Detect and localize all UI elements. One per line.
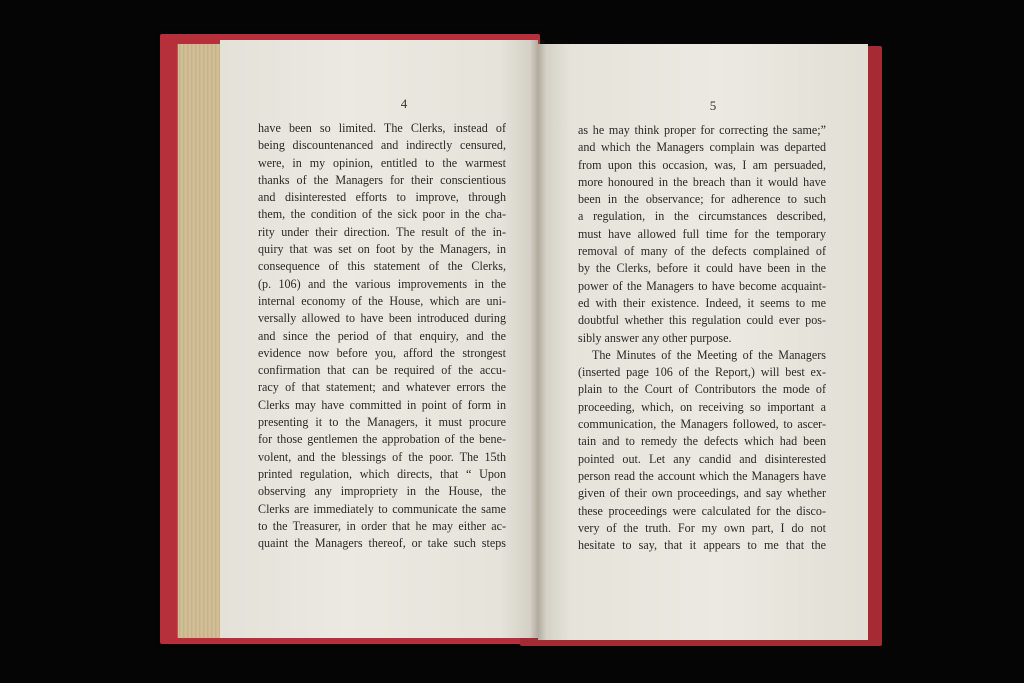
text-line: person read the account which the Managers have	[578, 468, 826, 483]
text-line: pointed out. Let any candid and disinterested	[578, 451, 826, 466]
text-line: observing any impropriety in the House, the	[258, 484, 506, 499]
text-line: them, the condition of the sick poor in the cha-	[258, 207, 506, 222]
page-number-left: 4	[400, 96, 408, 111]
text-line: quaint the Managers thereof, or take such steps	[258, 536, 506, 551]
text-line: to the Treasurer, in order that he may either ac-	[258, 518, 506, 533]
text-line: consequence of this statement of the Clerks,	[258, 259, 506, 274]
text-line: from upon this occasion, was, I am persuaded,	[578, 157, 826, 172]
text-line: and which the Managers complain was departed	[578, 140, 826, 155]
text-line: evidence now before you, afford the strongest	[258, 345, 506, 360]
text-line: plain to the Court of Contributors the mode of	[578, 382, 826, 397]
text-line: rity under their direction. The result of the in-	[258, 224, 506, 239]
text-line: were, in my opinion, entitled to the warmest	[258, 155, 506, 170]
text-line: confirmation that can be required of the accu-	[258, 363, 506, 378]
text-line: ed with their existence. Indeed, it seems to me	[578, 295, 826, 310]
text-line: volent, and the blessings of the poor. The 15th	[258, 449, 506, 464]
text-line: as he may think proper for correcting the same;”	[578, 123, 826, 137]
page-number-right: 5	[709, 98, 717, 113]
text-line: for those gentlemen the approbation of the bene-	[258, 432, 506, 447]
text-line: these proceedings were calculated for the disco-	[578, 503, 826, 518]
text-line: must have allowed full time for the temporary	[578, 226, 826, 241]
book-gutter	[530, 40, 546, 640]
text-line: removal of many of the defects complained of	[578, 244, 826, 259]
text-line: power of the Managers to have become acquaint-	[578, 278, 826, 293]
text-line: thanks of the Managers for their conscientious	[258, 172, 506, 187]
right-page	[538, 44, 868, 640]
text-line: The Minutes of the Meeting of the Managers	[592, 347, 826, 362]
text-line: tain and to remedy the defects which had been	[578, 434, 826, 449]
text-line: versally allowed to have been introduced during	[258, 311, 506, 326]
text-line: Clerks may have committed in point of form in	[258, 397, 506, 412]
text-line: (inserted page 106 of the Report,) will best ex-	[578, 365, 826, 380]
text-line: very of the truth. For my own part, I do not	[578, 520, 826, 535]
text-line: and disinterested efforts to improve, through	[258, 190, 506, 205]
text-line: racy of that statement; and whatever errors the	[258, 380, 506, 395]
text-line: internal economy of the House, which are uni-	[258, 293, 506, 308]
text-line: and since the period of that enquiry, and the	[258, 328, 506, 343]
text-line: doubtful whether this regulation could ever pos-	[578, 313, 826, 328]
text-line: given of their own proceedings, and say whether	[578, 486, 826, 501]
text-line: proceeding, which, on receiving so important a	[578, 399, 826, 414]
text-line: hesitate to say, that it appears to me that the	[578, 538, 826, 553]
left-page-text	[258, 120, 506, 552]
right-page-text	[578, 122, 826, 554]
text-line: printed regulation, which directs, that “ Upon	[258, 466, 506, 481]
text-line: being discountenanced and indirectly censured,	[258, 138, 506, 153]
text-line: quiry that was set on foot by the Managers, in	[258, 242, 506, 257]
text-line: by the Clerks, before it could have been in the	[578, 261, 826, 276]
text-line: more honoured in the breach than it would have	[578, 174, 826, 189]
text-line: (p. 106) and the various improvements in the	[258, 276, 506, 291]
text-line: presenting it to the Managers, it must procure	[258, 415, 506, 430]
text-line: Clerks are immediately to communicate the same	[258, 501, 506, 516]
text-line: been in the observance; for adherence to such	[578, 192, 826, 207]
text-line: have been so limited. The Clerks, instead of	[258, 121, 506, 135]
left-page	[220, 40, 538, 638]
text-line: a regulation, in the circumstances described,	[578, 209, 826, 224]
text-line: communication, the Managers followed, to ascer-	[578, 417, 826, 432]
text-line: sibly answer any other purpose.	[578, 330, 732, 345]
